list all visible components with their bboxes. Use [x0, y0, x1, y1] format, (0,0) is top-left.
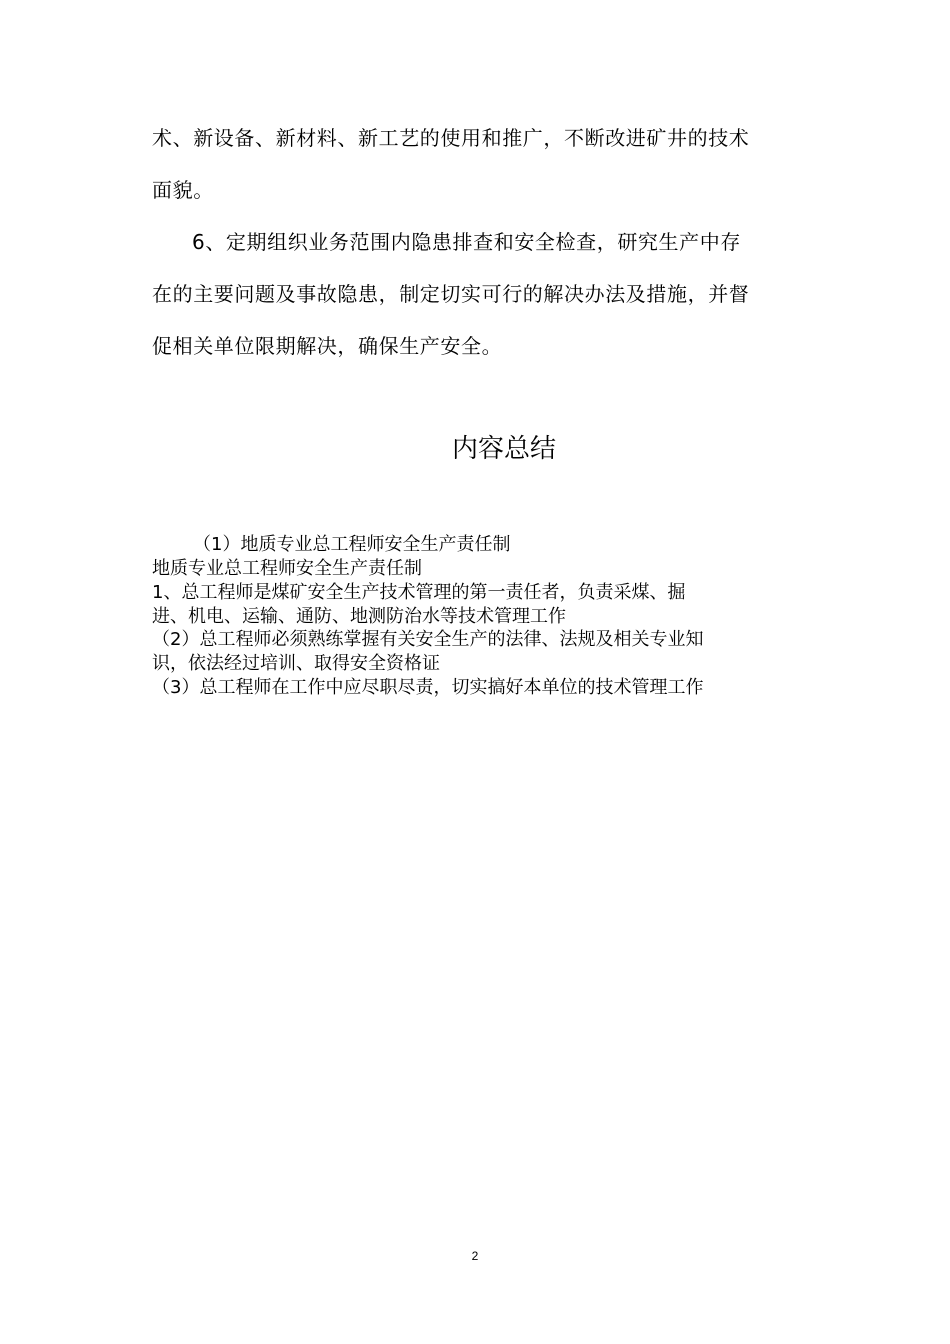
- body-paragraph-line: 面貌。: [152, 178, 214, 202]
- body-paragraph-line: 6、定期组织业务范围内隐患排查和安全检查，研究生产中存: [192, 230, 741, 254]
- body-paragraph-line: 在的主要问题及事故隐患，制定切实可行的解决办法及措施，并督: [152, 282, 750, 306]
- summary-line: 地质专业总工程师安全生产责任制: [152, 558, 422, 579]
- summary-heading: 内容总结: [451, 434, 556, 464]
- body-paragraph-line: 术、新设备、新材料、新工艺的使用和推广，不断改进矿井的技术: [152, 126, 750, 150]
- summary-line: 进、机电、运输、通防、地测防治水等技术管理工作: [152, 606, 566, 627]
- summary-line: （1）地质专业总工程师安全生产责任制: [193, 534, 511, 555]
- summary-line: （2）总工程师必须熟练掌握有关安全生产的法律、法规及相关专业知: [152, 629, 704, 650]
- summary-line: 识，依法经过培训、取得安全资格证: [152, 653, 440, 674]
- summary-line: （3）总工程师在工作中应尽职尽责，切实搞好本单位的技术管理工作: [152, 677, 704, 698]
- body-paragraph-line: 促相关单位限期解决，确保生产安全。: [152, 334, 503, 358]
- summary-line: 1、总工程师是煤矿安全生产技术管理的第一责任者，负责采煤、掘: [152, 582, 686, 603]
- page-number: 2: [471, 1249, 479, 1263]
